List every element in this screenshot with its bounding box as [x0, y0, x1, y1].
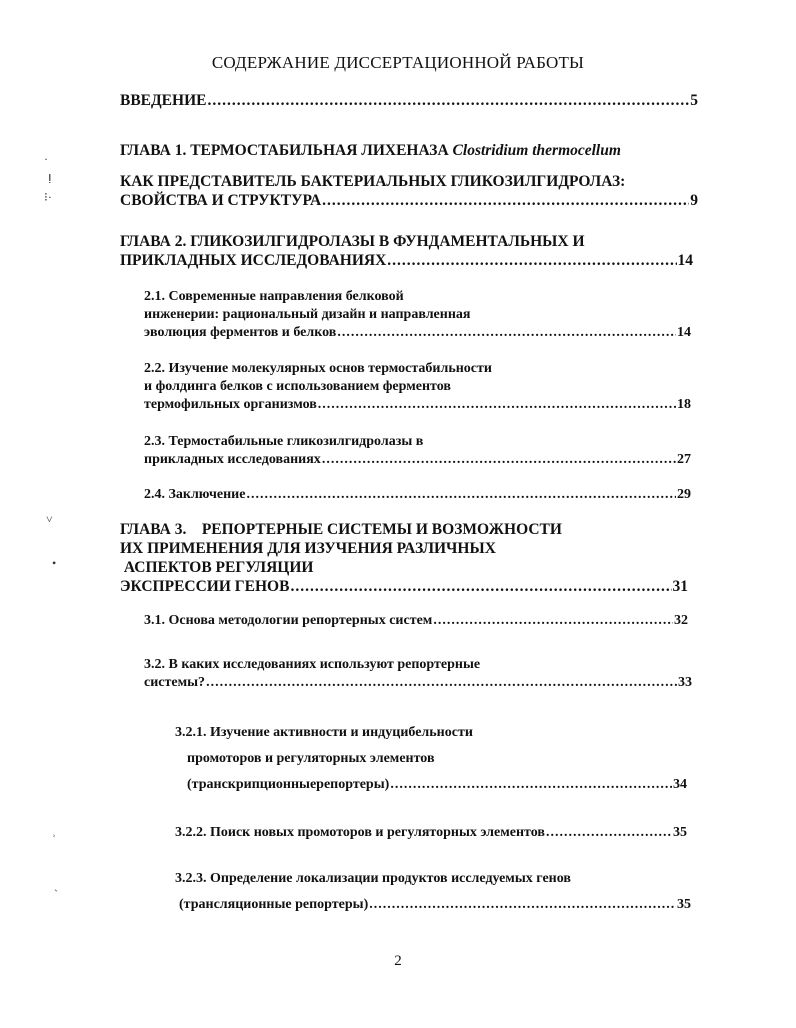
toc-entry-chapter-2[interactable]: ГЛАВА 2. ГЛИКОЗИЛГИДРОЛАЗЫ В ФУНДАМЕНТАЛЬНЫХ И ПРИКЛАДНЫХ ИССЛЕДОВАНИЯХ ..... 14 [120, 232, 693, 270]
toc-entry-chapter-1[interactable]: ГЛАВА 1. ТЕРМОСТАБИЛЬНАЯ ЛИХЕНАЗА Clostridium thermocellum КАК ПРЕДСТАВИТЕЛЬ БАКТЕРИАЛЬНЫХ ГЛИКОЗИЛГИДРОЛАЗ: СВОЙСТВА И СТРУКТУРА ..... 9 [120, 141, 698, 210]
toc-entry-3-2[interactable]: 3.2. В каких исследованиях используют репортерные системы? ..... 33 [144, 656, 692, 692]
scan-artifact: ˅ [46, 512, 53, 526]
scan-artifact: ⁝· [44, 190, 52, 204]
toc-entry-3-1[interactable]: 3.1. Основа методологии репортерных систем ..... 32 [144, 612, 688, 630]
scan-artifact: ʾ [52, 832, 56, 846]
toc-entry-2-3[interactable]: 2.3. Термостабильные гликозилгидролазы в прикладных исследованиях ..... 27 [144, 433, 691, 469]
toc-entry-3-2-3[interactable]: 3.2.3. Определение локализации продуктов исследуемых генов (трансляционные репортеры) ..... 35 [175, 866, 691, 918]
scan-artifact: · [44, 152, 48, 166]
species-name: Clostridium thermocellum [452, 142, 621, 159]
toc-entry-chapter-3[interactable]: ГЛАВА 3. РЕПОРТЕРНЫЕ СИСТЕМЫ И ВОЗМОЖНОСТИ ИХ ПРИМЕНЕНИЯ ДЛЯ ИЗУЧЕНИЯ РАЗЛИЧНЫХ АСПЕКТОВ РЕГУЛЯЦИИ ЭКСПРЕССИИ ГЕНОВ ..... 31 [120, 520, 688, 596]
toc-entry-intro[interactable]: ВВЕДЕНИЕ ..... 5 [120, 91, 698, 110]
page-title: СОДЕРЖАНИЕ ДИССЕРТАЦИОННОЙ РАБОТЫ [211, 53, 585, 72]
toc-entry-3-2-2[interactable]: 3.2.2. Поиск новых промоторов и регуляторных элементов ..... 35 [175, 820, 687, 846]
scan-artifact: • [52, 556, 57, 570]
toc-entry-2-4[interactable]: 2.4. Заключение ..... 29 [144, 486, 691, 504]
scan-artifact: ⵑ [48, 172, 52, 186]
toc-entry-2-1[interactable]: 2.1. Современные направления белковой инженерии: рациональный дизайн и направленная эволюция ферментов и белков ..... 14 [144, 288, 691, 342]
toc-entry-3-2-1[interactable]: 3.2.1. Изучение активности и индуцибельности промоторов и регуляторных элементов (транскрипционныерепортеры) ..... 34 [175, 720, 687, 798]
scan-artifact: ˎ [54, 878, 58, 892]
toc-entry-2-2[interactable]: 2.2. Изучение молекулярных основ термостабильности и фолдинга белков с использованием ферментов термофильных организмов ..... 18 [144, 360, 691, 414]
page-number: 2 [394, 953, 402, 969]
